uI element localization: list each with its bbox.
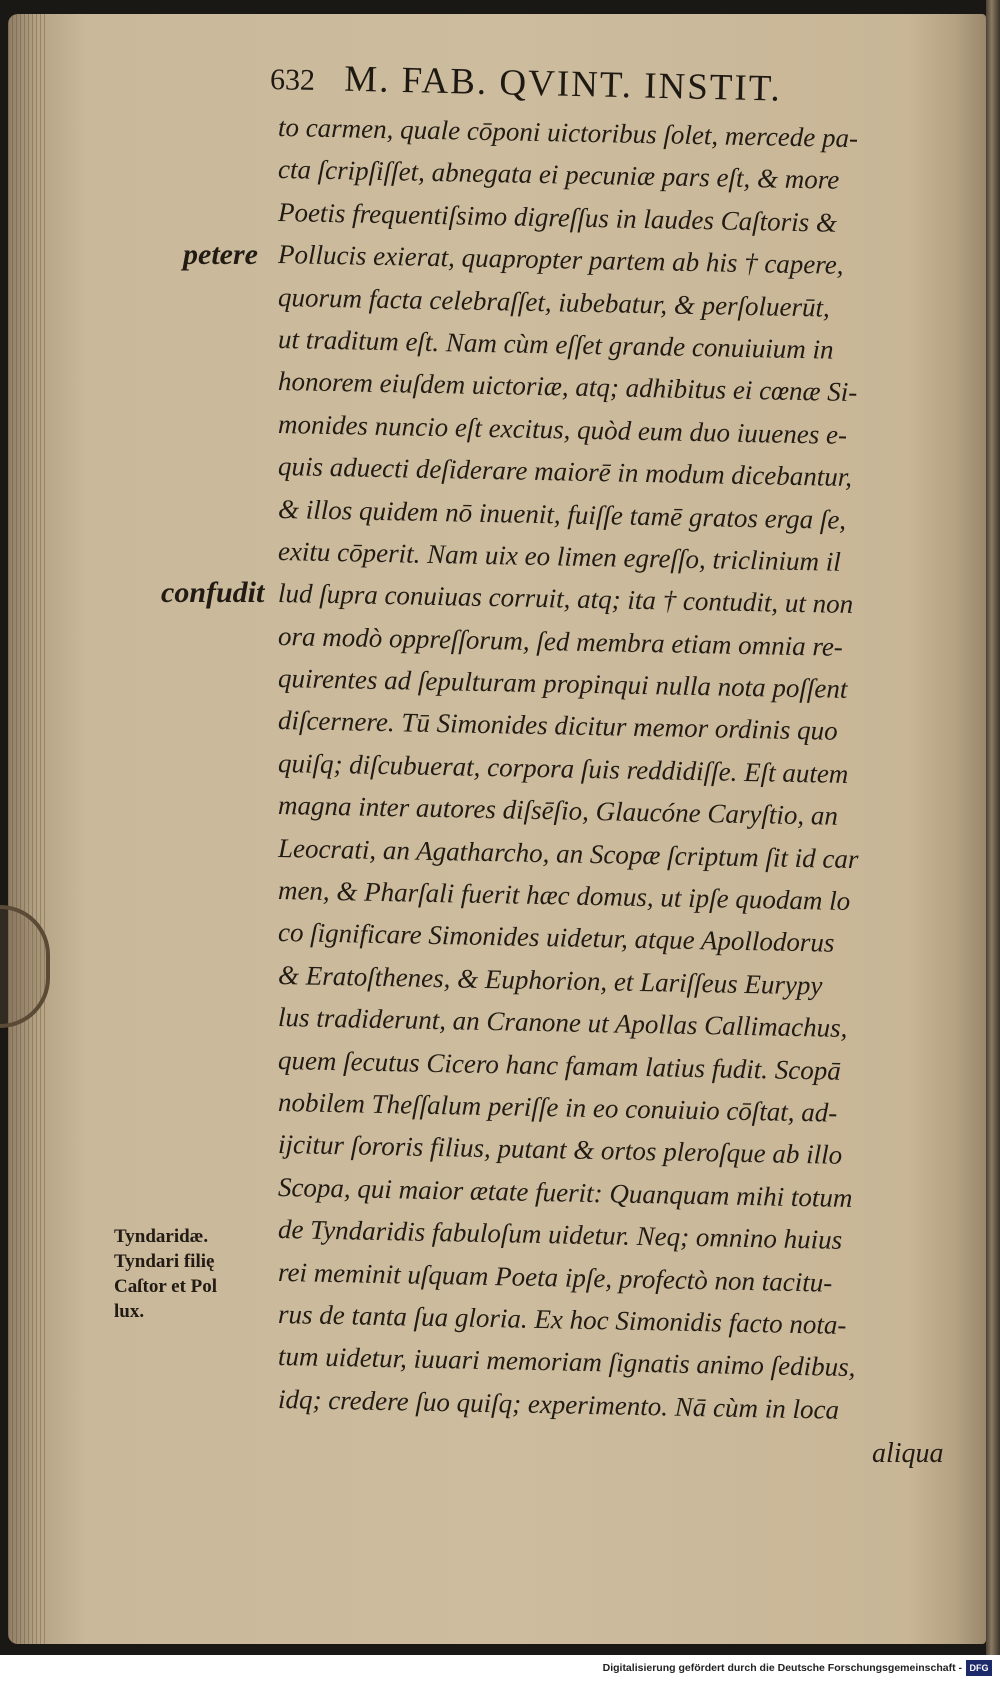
page-number: 632 — [269, 63, 316, 98]
margin-gloss-tyndaridae — [114, 1224, 274, 1324]
text-line: cta ſcripſiſſet, abnegata ei pecuniæ pars eſt, & more — [277, 154, 840, 196]
text-line: & illos quidem nō inuenit, fuiſſe tamē gratos erga ſe, — [277, 493, 847, 535]
text-line: nobilem Theſſalum periſſe in eo conuiuio cōſtat, ad- — [277, 1086, 838, 1128]
text-line: monides nuncio eſt excitus, quòd eum duo iuuenes e- — [277, 408, 848, 450]
text-line: de Tyndaridis fabuloſum uidetur. Neq; omnino huius — [277, 1214, 843, 1255]
text-line: ora modò oppreſſorum, ſed membra etiam omnia re- — [277, 620, 844, 662]
text-line: rus de tanta ſua gloria. Ex hoc Simonidis facto nota- — [277, 1298, 847, 1340]
gloss-line: Tyndari filię — [114, 1251, 215, 1272]
text-line: exitu cōperit. Nam uix eo limen egreſſo, triclinium il — [277, 535, 842, 577]
gloss-line: Tyndaridæ. — [114, 1226, 209, 1247]
text-line: to carmen, quale cōponi uictoribus ſolet, mercede pa- — [277, 112, 859, 154]
text-line: & Eratoſthenes, & Euphorion, et Lariſſeus Eurypy — [277, 959, 823, 1001]
text-line: Scopa, qui maior ætate fuerit: Quanquam mihi totum — [277, 1171, 853, 1213]
text-line: quem ſecutus Cicero hanc famam latius fudit. Scopā — [277, 1044, 842, 1086]
body-text — [277, 106, 968, 1425]
text-line: diſcernere. Tū Simonides dicitur memor ordinis quo — [277, 705, 838, 747]
text-line: honorem eiuſdem uictoriæ, atq; adhibitus ei cœnæ Si- — [277, 366, 858, 408]
footer-bar — [0, 1655, 1000, 1683]
gloss-line: Caſtor et Pol — [114, 1276, 218, 1297]
margin-note-confudit: confudit — [161, 576, 265, 609]
page-edge-lines — [8, 14, 48, 1644]
text-line: magna inter autores diſsēſio, Glaucóne Caryſtio, an — [277, 790, 839, 831]
text-line: co ſignificare Simonides uidetur, atque Apollodorus — [277, 917, 835, 959]
margin-note-petere: petere — [183, 238, 258, 271]
gloss-line: lux. — [114, 1301, 145, 1322]
text-line: quirentes ad ſepulturam propinqui nulla nota poſſent — [277, 663, 848, 705]
text-line: ut traditum eſt. Nam cùm eſſet grande conuiuium in — [277, 323, 834, 365]
text-line: quiſq; diſcubuerat, corpora ſuis reddidiſſe. Eſt autem — [277, 747, 849, 789]
text-line: lud ſupra conuiuas corruit, atq; ita † contudit, ut non — [277, 578, 854, 620]
funding-credit: Digitalisierung gefördert durch die Deutsche Forschungsgemeinschaft - — [602, 1662, 962, 1674]
text-line: ijcitur ſororis filius, putant & ortos pleroſque ab illo — [277, 1129, 843, 1171]
text-line: lus tradiderunt, an Cranone ut Apollas Callimachus, — [277, 1002, 848, 1044]
text-line: Poetis frequentiſsimo digreſſus in laudes Caſtoris & — [277, 196, 838, 238]
text-line: quorum facta celebraſſet, iubebatur, & perſoluerūt, — [277, 281, 831, 323]
text-line: tum uidetur, iuuari memoriam ſignatis animo ſedibus, — [277, 1341, 856, 1383]
book-fore-edge — [986, 0, 1000, 1655]
text-line: Leocrati, an Agatharcho, an Scopæ ſcriptum ſit id car — [277, 832, 859, 874]
text-line: idq; credere ſuo quiſq; experimento. Nā cùm in loca — [277, 1383, 840, 1425]
running-head-title: M. FAB. QVINT. INSTIT. — [343, 58, 783, 110]
text-line: men, & Pharſali fuerit hæc domus, ut ipſe quodam lo — [277, 875, 851, 917]
text-line: quis aduecti deſiderare maiorē in modum dicebantur, — [277, 451, 853, 493]
catchword: aliqua — [872, 1438, 944, 1469]
dfg-logo: DFG — [966, 1660, 992, 1676]
text-line: Pollucis exierat, quapropter partem ab his † capere, — [277, 239, 844, 281]
text-line: rei meminit uſquam Poeta ipſe, profectò non tacitu- — [277, 1256, 833, 1298]
